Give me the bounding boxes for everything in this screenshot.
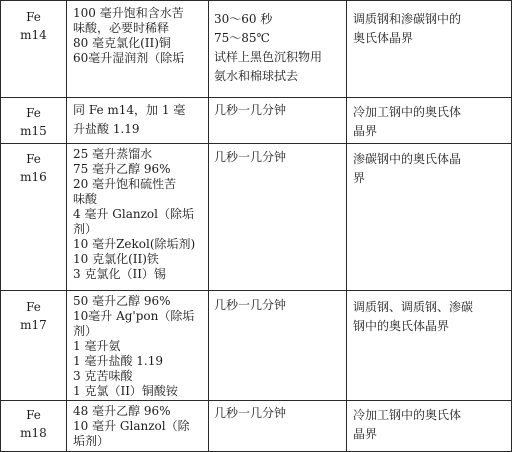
reagent-line: 1 克氯（II）铜酸铵 [73,384,178,398]
table-border-left [0,0,1,452]
table-border-top [0,0,512,1]
application-line: 晶界 [353,427,378,441]
application-line: 调质钢、调质钢、渗碳 [353,300,474,314]
reagent-line: 10毫升 Ag'pon（除垢 [73,309,195,323]
designation-line: Fe [26,10,41,24]
designation-cell [1,150,66,186]
time-cell [214,10,345,86]
application-line: 调质钢和渗碳钢中的 [353,12,462,26]
reagent-line: 剂） [73,222,98,236]
application-line: 奥氏体晶界 [353,31,414,45]
time-line: 30～60 秒 [214,12,273,26]
row-divider [0,143,512,144]
reagent-line: 1 毫升氨 [73,339,121,353]
column-divider [346,0,347,452]
reagent-line: 50 毫升乙醇 96% [73,294,171,308]
row-divider [0,97,512,98]
designation-line: Fe [26,152,41,166]
row-divider [0,290,512,291]
reagent-line: 1 毫升盐酸 1.19 [73,354,163,368]
application-line: 钢中的奥氏体晶界 [353,319,450,333]
designation-cell [1,104,66,140]
time-cell [214,406,345,421]
reagent-cell [73,294,207,399]
reagent-line: 4 毫升 Glanzol（除垢 [73,207,194,221]
reagent-line: 味酸 [73,192,98,206]
application-cell [353,298,510,336]
reagent-line: 剂） [73,324,98,338]
reagent-line: 80 毫克氯化(II)铜 [73,36,171,50]
time-line: 几秒一几分钟 [214,298,287,312]
reagent-line: 25 毫升蒸馏水 [73,147,153,161]
reagent-line: 同 Fe m14，加 1 毫 [73,103,186,117]
application-cell [353,406,510,444]
designation-line: Fe [26,106,41,120]
application-line: 冷加工钢中的奥氏体 [353,105,462,119]
designation-line: m16 [20,170,47,184]
time-line: 氨水和棉球拭去 [214,69,299,83]
application-cell [353,10,510,48]
time-line: 75～85℃ [214,31,270,45]
reagent-line: 3 克苦味酸 [73,369,133,383]
reagent-line: 升盐酸 1.19 [73,122,140,136]
reagent-line: 10 毫升 Glanzol（除 [73,419,190,433]
reagent-line: 3 克氯化（II）锡 [73,267,166,281]
application-line: 渗碳钢中的奥氏体晶 [353,152,462,166]
application-line: 界 [353,171,366,185]
column-divider [66,0,67,452]
time-line: 试样上黑色沉积物用 [214,50,323,64]
application-line: 晶界 [353,124,378,138]
time-cell [214,150,345,165]
designation-line: Fe [26,300,41,314]
reagent-line: 60毫升湿润剂（除垢 [73,51,185,65]
row-divider [0,400,512,401]
reagent-line: 20 毫升饱和硫性苦 [73,177,177,191]
reagent-line: 10 克氯化(II)铁 [73,252,159,266]
designation-cell [1,8,66,44]
designation-line: m17 [20,318,47,332]
designation-line: m15 [20,124,47,138]
time-line: 几秒一几分钟 [214,406,287,420]
time-cell [214,298,345,313]
time-line: 几秒一几分钟 [214,103,287,117]
designation-line: m14 [20,28,47,42]
reagent-cell [73,404,207,449]
designation-cell [1,298,66,334]
application-cell [353,103,510,141]
reagent-cell [73,6,207,66]
application-line: 冷加工钢中的奥氏体 [353,408,462,422]
designation-line: Fe [26,408,41,422]
designation-line: m18 [20,426,47,440]
reagent-line: 垢剂） [73,434,110,448]
reagent-cell [73,147,207,282]
reagent-line: 味酸，必要时稀释 [73,21,170,35]
reagent-line: 10 毫升Zekol(除垢剂) [73,237,196,251]
application-cell [353,150,510,188]
reagent-line: 48 毫升乙醇 96% [73,404,171,418]
reagent-line: 75 毫升乙醇 96% [73,162,171,176]
designation-cell [1,406,66,442]
reagent-line: 100 毫升饱和含水苦 [73,6,184,20]
reagent-cell [73,101,207,139]
column-divider [208,0,209,452]
time-cell [214,103,345,118]
time-line: 几秒一几分钟 [214,150,287,164]
